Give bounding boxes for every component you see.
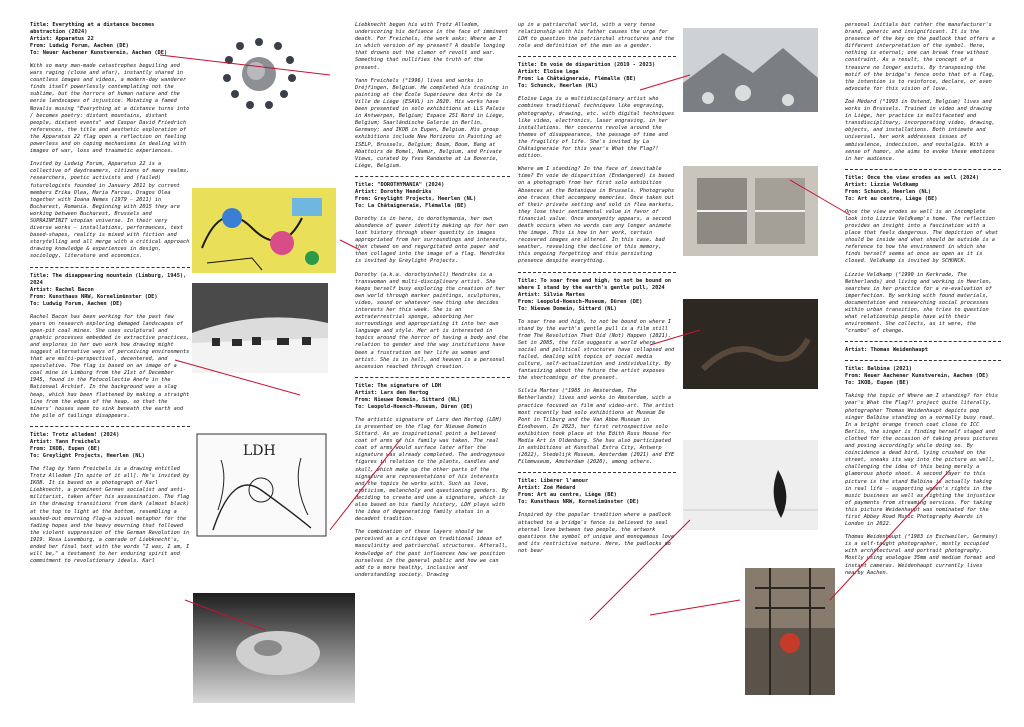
- entry-title: Title: Trotz alledem! (2024): [30, 431, 120, 438]
- entry-text: Taking the topic of Where am I standing? for this year's What the Flag?! project quite literally, photographer Thomas Weidenhaupt depicts pop singer Balbina standing on a normally busy road. In a bright orange trench coat close to ICC Berlin, the singer is finding herself staged and clothed for the occasion of taking press pictures and posing accordingly while doing so. By coincidence a dead bird, lying crushed on the street, sneaks its way into the picture as well, challenging the idea of this being merely a glamorous photo shoot. A second layer to this picture is the stand Balbina is actually taking in real life – supporting women's rights in the music business as well as fighting the injustice of payments from streaming services. For taking this picture Weidenhaupt was nominated for the first Abbey Road Music Photography Awards in London in 2022.: [845, 393, 999, 528]
- entry-to: To: La Châtaigneraie, Flémalle (BE): [355, 202, 467, 209]
- entry-from: From: Ludwig Forum, Aachen (DE): [30, 43, 129, 49]
- entry-artist: Artist: Zoé Médard: [518, 485, 576, 492]
- divider: [845, 360, 1001, 361]
- entry-artist: Artist: Lars den Hertog: [355, 389, 429, 396]
- entry-artist: Artist: Silvia Martes: [518, 291, 585, 298]
- divider: [845, 169, 1001, 170]
- veldkamp-flag-image: [683, 166, 818, 256]
- entry-title: Title: The disappearing mountain (Limburg, 1945), 2024: [30, 272, 187, 286]
- column-4: [845, 22, 1001, 583]
- entry-martes: [518, 278, 676, 467]
- entry-artist: Artist: Rachel Bacon: [30, 286, 94, 293]
- entry-artist: Artist: Dorothy Hendriks: [355, 188, 432, 195]
- entry-to: To: Greylight Projects, Heerlen (NL): [30, 452, 145, 459]
- entry-title: Title: The signature of LDH: [355, 382, 442, 389]
- entry-text: With so many man-made catastrophes beguiling and wars raging (close and afar), instantly shared in countless images and videos, a modern-day wanderer finds itself powerlessly contemplating not the sublime, but the horrors of human nature and the eerie landscapes of injustice. Mutating a famed Novalis musing "Everything at a distance turns into / becomes poetry: distant mountains, distant people, distant events" and Caspar David Friedrich references, the title and aesthetic exploration of the Apparatus 22 flag open a reflection on feeling powerless and on coping mechanisms in dealing with images of war, loss and traumatic experiences.: [30, 63, 190, 155]
- martes-flag-image: [683, 299, 818, 389]
- entry-text: Once the view erodes as well is an incomplete look into Lizzie Veldkamp's home. The reflection provides an insight into a fascination with a place that feels dangerous. The depiction of what should be inside and what should be outside is a reference to how the environment in which she finds herself seems at once as open as it is closed. Veldkamp is invited by SCHUNCK.: [845, 208, 999, 265]
- entry-title: Title: En voie de disparition (2019 - 2023): [518, 62, 656, 69]
- entry-text: Yann Freichels (°1996) lives and works in Dréjfingen, Belgium. He completed his training in painting at the École Supérieure des Arts de la Ville de Liège (ESAVL) in 2020. His works have been presented in solo exhibitions at LLS Paleis in Antwerpen, Belgium; Espace 251 Nord in Liège, Belgium; Saarländische Galerie in Berlin, Germany; and IKOB in Eupen, Belgium. His group exhibitions include New Horizons in Painting at ISELP, Brussels, Belgium; Boum, Boum, Bang at Abattoirs de Bomel, Namur, Belgium, and Private Views, curated by Yves Randaxhe at La Boverie, Liège, Belgium.: [355, 77, 509, 169]
- entry-text: Dorothy is in here, in dorothymania, her own abundance of queer identity making up for her own lost history through sheer quantity in images appropriated from her surroundings and interests, then chewed on and regurgitated onto paper and then collaged into the image of a flag. Hendriks is invited by Greylight Projects.: [355, 215, 509, 265]
- divider: [355, 377, 510, 378]
- bacon-flag-image: [192, 283, 328, 373]
- entry-text: Rachel Bacon has been working for the past few years on research exploring damaged landscapes of open-pit coal mines. She uses sculptural and graphic processes embedded in extractive practices, and explores in her own work how drawing might suggest alternative ways of perceiving environments that are multi-perspectival, decentered, and speculative. The flag is based on an image of a coal mine in Limburg from the 21st of December 1945, found in the Fotocollectie Anefo in the Nationaal Archief. In the background was a slag heap, which has been flattened by making a straight line from the edges of the heap, so that the miners' houses seem to sink beneath the earth and the pile of tailings disappears.: [30, 313, 190, 419]
- entry-from: From: Art au centre, Liège (BE): [518, 492, 617, 499]
- divider: [30, 267, 190, 268]
- entry-title: Title: Balbina (2021): [845, 366, 912, 373]
- entry-from: From: Nieuwe Domein, Sittard (NL): [355, 396, 461, 403]
- entry-artist: Artist: Thomas Weidenhaupt: [845, 347, 928, 354]
- entry-title: Title: Everything at a distance becomes abstraction (2024): [30, 22, 155, 35]
- entry-title: Title: Once the view erodes as well (2024): [845, 174, 979, 181]
- entry-from: From: Leopold-Hoesch-Museum, Düren (DE): [518, 298, 643, 305]
- entry-bacon: [30, 273, 190, 420]
- entry-text: Where am I standing? In the face of inevitable time? En voie de disparition (Endangered) is based on a photograph from her first solo exhibition Absences at the Botanique in Brussels. Photographs one traces that accompany memories. Once taken out of their private setting and sold in flea markets, they lose their sentimental value in favor of financial value. Once anonymity appears, a second death occurs when no words can any longer animate the image. This is how in her work, certain recovered images are altered. In this case, bad weather, revealing the decline of this memory, this ongoing forgetting and this persisting presence despite everything.: [518, 166, 675, 265]
- entry-to: To: Art au centre, Liège (BE): [845, 195, 938, 202]
- entry-text: The flag by Yann Freichels is a drawing entitled Trotz Alledem [In spite of it all]. He's invited by IKOB. It is based on a photograph of Karl Liebknecht, a prominent German socialist and anti-militarist, taken after his assassination. The flag in the drawing transitions from dark (almost black) at the top to light at the bottom, resembling a washed-out mourning flag—a visual metaphor for the fading hopes and the heavy mourning that followed the violent suppression of the German Revolution in 1919. Rosa Luxemburg, a comrade of Liebknecht's, ended her final text with the words "I was, I am, I will be," a testament to her enduring spirit and commitment to revolutionary ideals. Karl: [30, 465, 190, 565]
- entry-text: up in a patriarchal world, with a very tense relationship with his father causes the urge for LDH to question the patriarchal structures and the role and definition of the man as a gender.: [518, 22, 675, 50]
- entry-to: To: Neuer Aachener Kunstverein, Aachen (DE): [30, 50, 168, 56]
- divider: [518, 272, 676, 273]
- martes-installation-image: [683, 440, 818, 530]
- entry-title: Title: To soar free and high, to not be bound on where I stand by the earth's gentle pull, 2024: [518, 277, 672, 291]
- entry-title: Title: Libérer l'amour: [518, 478, 589, 485]
- denhertog-flag-image: [193, 430, 330, 540]
- entry-hendriks: [355, 182, 510, 371]
- divider: [518, 472, 676, 473]
- entry-from: From: Neuer Aachener Kunstverein, Aachen (DE): [845, 373, 989, 380]
- entry-to: To: Leopold-Hoesch-Museum, Düren (DE): [355, 403, 473, 410]
- entry-text: The combination of these layers should be perceived as a critique on traditional ideas of masculinity and patriarchal structures. Afterall, knowledge of the past influences how we position ourselves in the general public and how we can add to a more healthy, inclusive and understanding society. Drawing: [355, 529, 509, 578]
- entry-freichels: [30, 432, 190, 565]
- entry-text: Dorothy (a.k.a. dorothyinhell) Hendriks is a transwoman and multi-disciplinary artist. She keeps herself busy exploring the creation of her own world through marker paintings, sculptures, video, sound or whatever new thing she decides interests her this week. She is an extraterrestrial sponge, absorbing her surroundings and appropriating it into her own language and style. Her art is interested in topics around the horror of having a body and the relation to gender and the way institutions have been a frustration on her life as woman and artist. She is in hell, and heaven is a personal ascension reached through creation.: [355, 271, 509, 370]
- entry-to: To: Nieuwe Domein, Sittard (NL): [518, 305, 617, 312]
- svg-text:LDH: LDH: [243, 443, 276, 459]
- entry-from: From: Schunck, Heerlen (NL): [845, 188, 932, 195]
- entry-text: Invited by Ludwig Forum, Apparatus 22 is a collective of daydreamers, citizens of many realms, researchers, poetic activists and (failed) futurologists founded in January 2011 by current members Erika Olea, Maria Farcas, Dragos Olea together with Ioana Nemes (1979 – 2011) in Bucharest, Romania. Beginning with 2015 they are working between Bucharest, Brussels and SUPRAINFINIT utopian universe. In their very diverse works – installations, performances, text based-shapes, reality is mixed with fiction and storytelling and all merge with a critical approach drawing knowledge & experiences in design, sociology, literature and economics.: [30, 161, 190, 260]
- entry-from: From: IKOB, Eupen (BE): [30, 445, 101, 452]
- entry-text: To soar free and high, to not be bound on where I stand by the earth's gentle pull is a film still from The Revolution That Did (Not) Happen (2021). Set in 2085, the film suggests a world where social and political structures have collapsed and failed, dealing with topics of social media culture, self-actualization and individuality. By fantasizing about the future the artist exposes the shortcomings of the present.: [518, 318, 675, 382]
- entry-text: Silvia Martes (°1985 in Amsterdam, The Netherlands) lives and works in Amsterdam, with a practice focused on film and video-art. The artist most recently had solo exhibitions at Museum De Pont in Tilburg and the Van Abbe Museum in Eindhoven. In 2023, her first retrospective solo exhibition took place at the Edith Russ House for Media Art in Oldenburg. She has also participated in exhibitions at Kunsthal Extra City, Antwerp (2022), Stedelijk Museum, Amsterdam (2021) and EYE Filmmuseum, Amsterdam (2020), among others.: [518, 388, 675, 466]
- column-1: [30, 22, 190, 571]
- divider: [30, 426, 190, 427]
- freichels-flag-image: [193, 593, 355, 703]
- entry-medard: [518, 478, 676, 555]
- entry-to: To: Schunck, Heerlen (NL): [518, 83, 598, 90]
- entry-artist: Artist: Apparatus 22: [30, 36, 94, 42]
- entry-veldkamp: [845, 175, 1001, 336]
- entry-to: To: Kunsthaus NRW, Kornelimünster (DE): [518, 499, 640, 506]
- entry-text: Liebknecht began his with Trotz Alledem, underscoring his defiance in the face of imminent death. For Freichels, the work asks: Where am I in which version of my present? A double longing that drowns out the clamor of revolt and war. Something that nullifies the truth of the present.: [355, 22, 509, 71]
- apparatus22-flag-image: [192, 28, 327, 120]
- entry-artist: Artist: Lizzie Veldkamp: [845, 181, 919, 188]
- entry-title: Title: "DOROTHYMANIA" (2024): [355, 181, 445, 188]
- entry-text: personal initials but rather the manufacturer's brand, generic and insignificant. It is the presence of the key on the padlock that offers a different interpretation of the symbol. Here, nothing is eternal; one can break free without constraint. As a result, the concept of a treasure no longer exists. By transposing the motif of the bridge's fence onto that of a flag, the intention is to reinforce, declare, or even advocate for this vision of love.: [845, 22, 995, 92]
- entry-apparatus22: [30, 22, 190, 261]
- divider: [518, 56, 676, 57]
- entry-text: The artistic signature of Lars den Hertog (LDH) is presented on the flag for Nieuwe Domein Sittard. As an inspirational point a believed coat of arms of his family was taken. The real coat of arms would surface later after the signature was already completed. The androgynous figures in relation to the plants, candles and skull, which make up the other parts of the signature are representations of his interests and the topics he works with. Such as love, eroticism, melancholy and questioning genders. By deciding to create and use a signature, which is also based on his family history, LDH plays with the idea of degenerating family status in a decadent tradition.: [355, 416, 509, 523]
- entry-artist: Artist: Yann Freichels: [30, 438, 101, 445]
- entry-lega: [518, 62, 676, 265]
- entry-to: To: IKOB, Eupen (BE): [845, 380, 909, 387]
- lega-flag-image: [683, 28, 818, 112]
- entry-text: Lizzie Veldkamp (°1990 in Kerkrade, The Netherlands) and living and working in Heerlen, searches in her practice for a re-evaluation of imperfection. By working with found materials, documentation and researching social processes within urban transition, she tries to question what relationship people have with their environment. She collects, as it were, the "crumbs" of change.: [845, 271, 992, 335]
- column-2: [355, 22, 510, 585]
- entry-text: Zoé Médard (°1993 in Ostend, Belgium) lives and works in Brussels. Trained in video and drawing in Liège, her practice is multifaceted and transdisciplinary, incorporating video, drawing, objects, and installations. Both intimate and universal, her work addresses issues of ambivalence, indecision, and nostalgia. With a sense of humor, she aims to evoke these emotions in her audience.: [845, 98, 995, 162]
- entry-weidenhaupt: [845, 347, 1001, 576]
- hendriks-flag-image: [192, 188, 336, 273]
- column-3: [518, 22, 676, 561]
- divider: [845, 341, 1001, 342]
- entry-text: Thomas Weidenhaupt (°1983 in Eschweiler, Germany) is a self-taught photographer, mostly occupied with architectural and portrait photography. Mostly using analogue 35mm and medium format and instant cameras. Weidenhaupt currently lives nearby Aachen.: [845, 534, 999, 576]
- entry-to: To: Ludwig Forum, Aachen (DE): [30, 300, 123, 307]
- divider: [355, 176, 510, 177]
- entry-denhertog: [355, 383, 510, 579]
- entry-from: From: Kunsthaus NRW, Kornelimünster (DE): [30, 293, 158, 300]
- entry-from: From: Greylight Projects, Heerlen (NL): [355, 195, 477, 202]
- entry-text: Inspired by the popular tradition where a padlock attached to a bridge's fence is believed to seal eternal love between two people, the artwork questions the symbol of unique and monogamous love and its restrictive nature. Here, the padlocks do not bear: [518, 512, 675, 554]
- entry-artist: Artist: Eloïse Lega: [518, 69, 579, 76]
- entry-text: Eloïse Lega is a multidisciplinary artist who combines traditional techniques like engraving, photography, drawing, etc. with digital techniques like video, electronics, laser engraving, in her installations. Her concerns revolve around the themes of disappearance, the passage of time and the fragility of life. She's invited by La Châtaigneraie for this year's What the Flag?! edition.: [518, 96, 675, 160]
- medard-flag-image: [745, 568, 835, 695]
- connector-line: [650, 600, 740, 615]
- entry-from: From: La Châtaigneraie, Flémalle (BE): [518, 76, 636, 83]
